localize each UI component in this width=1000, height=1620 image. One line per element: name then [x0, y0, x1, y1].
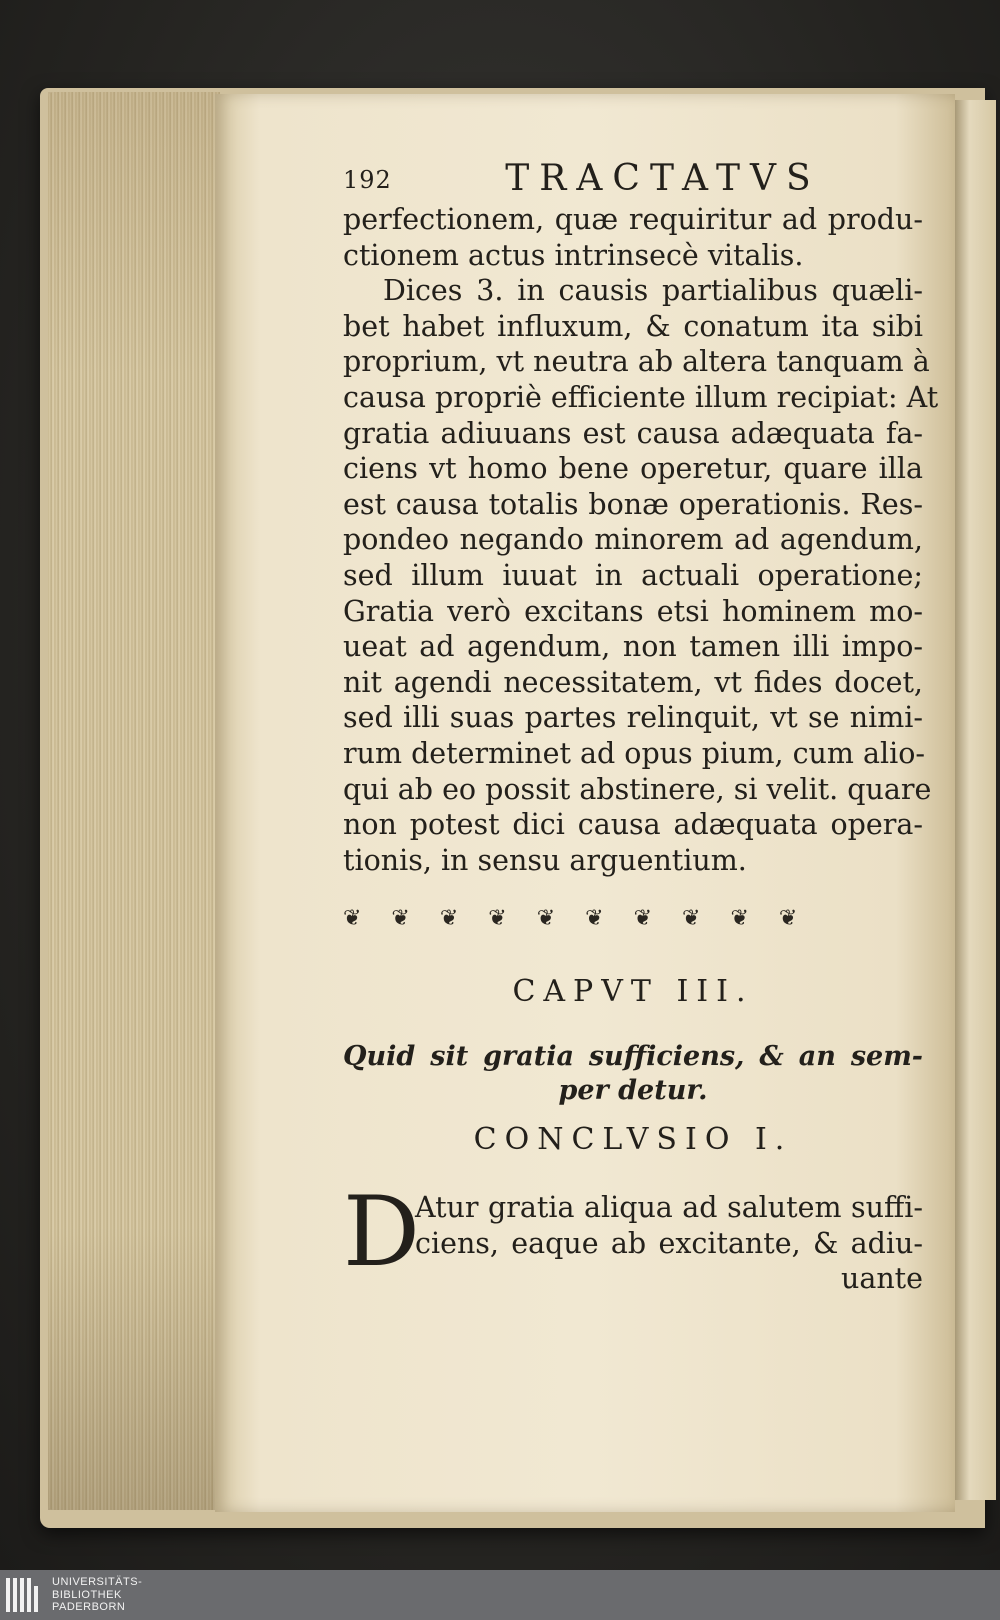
- running-title: TRACTATVS: [505, 158, 821, 199]
- library-logo: [4, 1574, 142, 1616]
- text-line: pondeo negando minorem ad agendum,: [343, 523, 923, 557]
- catchword: uante: [840, 1262, 923, 1296]
- text-line: Gratia verò excitans etsi hominem mo-: [343, 594, 923, 628]
- text-line: rum determinet ad opus pium, cum alio-: [343, 736, 925, 770]
- page-number: 192: [343, 166, 392, 194]
- text-line: Atur gratia aliqua ad salutem suffi-: [415, 1191, 923, 1225]
- running-head: [343, 158, 923, 202]
- page-edges: [48, 92, 220, 1510]
- facing-page-edge: [952, 100, 996, 1500]
- text-line: qui ab eo possit abstinere, si velit. quare: [343, 772, 932, 806]
- library-logo-icon: [4, 1574, 44, 1616]
- opening-paragraph: [343, 1176, 923, 1297]
- text-line: tionis, in sensu arguentium.: [343, 843, 747, 877]
- text-line: ueat ad agendum, non tamen illi impo-: [343, 630, 923, 664]
- text-line: perfectionem, quæ requiritur ad produ-: [343, 203, 923, 236]
- text-line: proprium, vt neutra ab altera tanquam à: [343, 345, 930, 379]
- text-line: nit agendi necessitatem, vt fides docet,: [343, 665, 923, 699]
- footer-bar: [0, 1570, 1000, 1620]
- ornament-glyphs: ❦❦❦❦❦❦❦❦❦❦: [343, 906, 828, 932]
- conclusio-heading: CONCLVSIO I.: [473, 1122, 793, 1158]
- body-paragraphs: [343, 202, 939, 878]
- page-text: [343, 158, 939, 1297]
- chapter-subtitle: [343, 1040, 923, 1108]
- text-line: Dices 3. in causis partialibus quæli-: [383, 274, 923, 308]
- text-line: sed illum iuuat in actuali operatione;: [343, 558, 923, 592]
- text-line: ciens vt homo bene operetur, quare illa: [343, 452, 923, 486]
- text-line: ctionem actus intrinsecè vitalis.: [343, 238, 804, 272]
- chapter-title: CAPVT III.: [512, 974, 754, 1010]
- text-line: gratia adiuuans est causa adæquata fa-: [343, 416, 923, 450]
- text-line: bet habet influxum, & conatum ita sibi: [343, 309, 923, 343]
- drop-cap: D: [343, 1176, 420, 1289]
- chapter-subtitle-line: Quid sit gratia sufficiens, & an sem-: [343, 1041, 923, 1073]
- text-line: ciens, eaque ab excitante, & adiu-: [415, 1226, 923, 1260]
- text-line: causa propriè efficiente illum recipiat: At: [343, 380, 939, 414]
- text-line: est causa totalis bonæ operationis. Res-: [343, 487, 923, 521]
- text-line: sed illi suas partes relinquit, vt se nimi-: [343, 701, 923, 735]
- library-logo-text: UNIVERSITÄTS- BIBLIOTHEK PADERBORN: [52, 1576, 143, 1614]
- chapter-subtitle-line: per detur.: [558, 1075, 708, 1107]
- ornament-divider: [343, 906, 923, 940]
- text-line: non potest dici causa adæquata opera-: [343, 808, 923, 842]
